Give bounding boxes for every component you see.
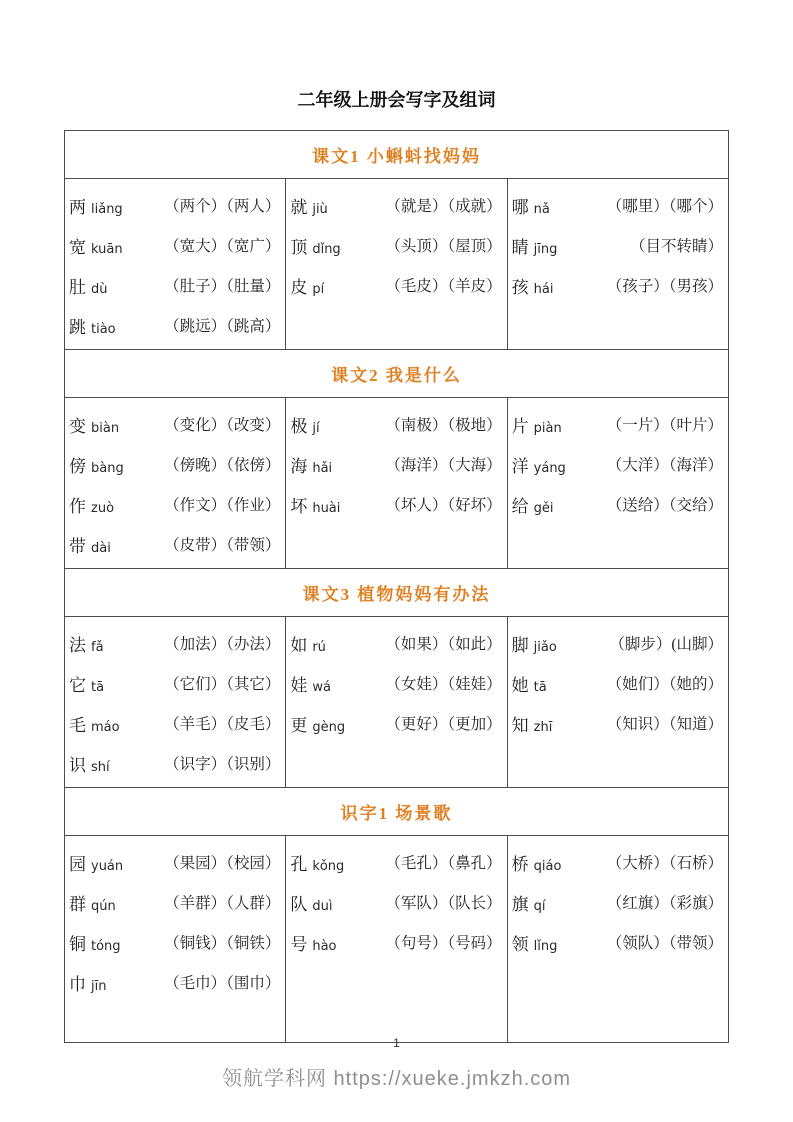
word-entry — [512, 663, 723, 703]
character: 海 — [290, 456, 308, 476]
char-pinyin — [69, 631, 104, 656]
character: 法 — [69, 635, 86, 655]
words: （大桥）（石桥） — [606, 855, 723, 872]
character: 跳 — [69, 317, 86, 337]
words: （跳远）（跳高） — [164, 318, 281, 335]
word-entry — [69, 842, 280, 882]
words: （女娃）（娃娃） — [385, 676, 502, 693]
char-pinyin — [512, 273, 554, 298]
char-pinyin — [69, 532, 111, 557]
char-pinyin — [69, 970, 106, 995]
character: 它 — [69, 675, 86, 695]
word-entry — [512, 185, 723, 225]
character: 傍 — [69, 456, 86, 476]
section-header: 课文2 我是什么 — [65, 350, 729, 398]
words: （羊群）（人群） — [164, 895, 281, 912]
section-column — [286, 398, 507, 569]
char-pinyin — [512, 631, 557, 656]
character: 顶 — [290, 237, 308, 257]
words: （傍晚）（依傍） — [164, 457, 281, 474]
char-pinyin — [69, 751, 110, 776]
pinyin: pí — [312, 281, 325, 297]
section-column — [286, 617, 507, 788]
word-entry — [290, 922, 501, 962]
words: （送给）（交给） — [606, 497, 723, 514]
pinyin: lǐng — [533, 938, 558, 954]
section-column — [507, 617, 728, 788]
words: （宽大）（宽广） — [164, 238, 281, 255]
words: （识字）（识别） — [164, 756, 281, 773]
word-entry — [512, 882, 723, 922]
character: 孩 — [511, 277, 529, 297]
character: 作 — [69, 496, 86, 516]
pinyin: zhī — [533, 719, 553, 735]
character: 给 — [511, 496, 529, 516]
word-table — [64, 130, 729, 1043]
words: （它们）（其它） — [164, 676, 281, 693]
pinyin: tóng — [91, 938, 121, 954]
pinyin: gèng — [312, 719, 346, 735]
char-pinyin — [512, 930, 558, 955]
words: （羊毛）（皮毛） — [164, 716, 281, 733]
words: （毛皮）（羊皮） — [385, 278, 502, 295]
pinyin: huài — [312, 500, 341, 516]
character: 识 — [69, 755, 86, 775]
words: （哪里）（哪个） — [606, 198, 723, 215]
words: （南极）（极地） — [385, 417, 502, 434]
words: （果园）（校园） — [164, 855, 281, 872]
words: （大洋）（海洋） — [606, 457, 723, 474]
pinyin: duì — [312, 898, 333, 914]
char-pinyin — [69, 711, 120, 736]
words: （一片）（叶片） — [606, 417, 723, 434]
character: 如 — [290, 635, 308, 655]
word-entry — [512, 444, 723, 484]
pinyin: zuò — [91, 500, 115, 516]
character: 号 — [290, 934, 308, 954]
character: 队 — [290, 894, 308, 914]
character: 铜 — [69, 934, 86, 954]
char-pinyin — [69, 233, 123, 258]
word-entry — [290, 882, 501, 922]
pinyin: dǐng — [312, 241, 341, 257]
char-pinyin — [69, 313, 116, 338]
word-entry — [290, 663, 501, 703]
character: 睛 — [511, 237, 529, 257]
char-pinyin — [290, 850, 344, 875]
pinyin: qún — [91, 898, 116, 914]
word-entry — [69, 663, 280, 703]
word-entry — [290, 842, 501, 882]
word-entry — [69, 922, 280, 962]
pinyin: dù — [91, 281, 108, 297]
character: 两 — [69, 197, 86, 217]
character: 知 — [511, 715, 529, 735]
character: 巾 — [69, 974, 86, 994]
word-entry — [69, 305, 280, 345]
word-entry — [69, 882, 280, 922]
word-entry — [512, 922, 723, 962]
char-pinyin — [290, 492, 340, 517]
char-pinyin — [512, 193, 550, 218]
section-header: 课文1 小蝌蚪找妈妈 — [65, 131, 729, 179]
word-entry — [512, 703, 723, 743]
word-entry — [290, 484, 501, 524]
char-pinyin — [69, 850, 123, 875]
char-pinyin — [69, 890, 116, 915]
character: 群 — [69, 894, 86, 914]
word-entry — [290, 623, 501, 663]
pinyin: nǎ — [533, 201, 550, 217]
pinyin: bàng — [91, 460, 124, 476]
pinyin: piàn — [533, 420, 562, 436]
word-entry — [69, 962, 280, 1002]
words: （军队）（队长） — [385, 895, 502, 912]
pinyin: dài — [91, 540, 111, 556]
pinyin: jí — [312, 420, 320, 436]
words: （作文）（作业） — [164, 497, 281, 514]
page-number: 1 — [393, 1036, 400, 1050]
pinyin: tā — [91, 679, 105, 695]
character: 毛 — [69, 715, 86, 735]
words: （两个）（两人） — [164, 198, 281, 215]
character: 宽 — [69, 237, 86, 257]
character: 洋 — [511, 456, 529, 476]
section-column — [286, 179, 507, 350]
char-pinyin — [69, 452, 124, 477]
word-entry — [69, 404, 280, 444]
character: 坏 — [290, 496, 308, 516]
words: （如果）（如此） — [385, 636, 502, 653]
pinyin: fǎ — [91, 639, 104, 655]
word-table-body — [65, 131, 729, 1043]
character: 皮 — [290, 277, 308, 297]
char-pinyin — [512, 452, 566, 477]
pinyin: liǎng — [91, 201, 123, 217]
word-entry — [290, 404, 501, 444]
character: 哪 — [511, 197, 529, 217]
char-pinyin — [69, 492, 114, 517]
char-pinyin — [290, 233, 340, 258]
words: （就是）（成就） — [385, 198, 502, 215]
pinyin: kuān — [91, 241, 123, 257]
character: 娃 — [290, 675, 308, 695]
word-entry — [290, 265, 501, 305]
words: （变化）（改变） — [164, 417, 281, 434]
char-pinyin — [69, 671, 104, 696]
page-title: 二年级上册会写字及组词 — [297, 90, 496, 110]
pinyin: tā — [533, 679, 547, 695]
word-entry — [69, 444, 280, 484]
pinyin: jīn — [91, 978, 107, 994]
character: 脚 — [511, 635, 529, 655]
section-column — [286, 836, 507, 1043]
character: 领 — [511, 934, 529, 954]
char-pinyin — [69, 273, 108, 298]
pinyin: kǒng — [312, 858, 345, 874]
char-pinyin — [290, 890, 332, 915]
char-pinyin — [290, 631, 326, 656]
section-header: 课文3 植物妈妈有办法 — [65, 569, 729, 617]
section-column — [65, 617, 286, 788]
word-entry — [69, 524, 280, 564]
words: （她们）（她的） — [606, 676, 723, 693]
character: 变 — [69, 416, 86, 436]
word-entry — [290, 444, 501, 484]
char-pinyin — [290, 930, 336, 955]
word-entry — [512, 623, 723, 663]
char-pinyin — [290, 412, 319, 437]
word-entry — [290, 225, 501, 265]
pinyin: máo — [91, 719, 120, 735]
character: 孔 — [290, 854, 308, 874]
section-column — [65, 398, 286, 569]
pinyin: qiáo — [533, 858, 562, 874]
pinyin: biàn — [91, 420, 120, 436]
word-entry — [512, 225, 723, 265]
words: （肚子）（肚量） — [164, 278, 281, 295]
character: 肚 — [69, 277, 86, 297]
character: 就 — [290, 197, 308, 217]
pinyin: jiù — [312, 201, 328, 217]
words: （领队）（带领） — [606, 935, 723, 952]
words: （皮带）（带领） — [164, 537, 281, 554]
pinyin: hǎi — [312, 460, 333, 476]
char-pinyin — [290, 452, 332, 477]
char-pinyin — [290, 273, 324, 298]
pinyin: yáng — [533, 460, 566, 476]
words: （孩子）（男孩） — [606, 278, 723, 295]
words: （更好）（更加） — [385, 716, 502, 733]
char-pinyin — [512, 890, 546, 915]
word-entry — [69, 623, 280, 663]
char-pinyin — [512, 492, 554, 517]
pinyin: tiào — [91, 321, 116, 337]
word-entry — [69, 743, 280, 783]
char-pinyin — [69, 193, 123, 218]
words: （铜钱）（铜铁） — [164, 935, 281, 952]
char-pinyin — [512, 850, 562, 875]
words: （加法）（办法） — [164, 636, 281, 653]
char-pinyin — [512, 412, 562, 437]
char-pinyin — [512, 671, 547, 696]
words: （目不转睛） — [629, 238, 723, 255]
section-column — [65, 836, 286, 1043]
word-entry — [69, 703, 280, 743]
section-header: 识字1 场景歌 — [65, 788, 729, 836]
words: （红旗）（彩旗） — [606, 895, 723, 912]
word-entry — [512, 265, 723, 305]
char-pinyin — [512, 711, 553, 736]
words: （毛孔）（鼻孔） — [385, 855, 502, 872]
words: （句号）（号码） — [385, 935, 502, 952]
section-column — [65, 179, 286, 350]
character: 桥 — [511, 854, 529, 874]
char-pinyin — [290, 671, 331, 696]
footer-watermark: 领航学科网 https://xueke.jmkzh.com — [221, 1068, 572, 1090]
pinyin: yuán — [91, 858, 124, 874]
word-entry — [512, 842, 723, 882]
word-entry — [290, 703, 501, 743]
char-pinyin — [69, 412, 119, 437]
section-column — [507, 179, 728, 350]
character: 极 — [290, 416, 308, 436]
char-pinyin — [512, 233, 558, 258]
pinyin: wá — [312, 679, 331, 695]
pinyin: jiǎo — [533, 639, 557, 655]
pinyin: gěi — [533, 500, 554, 516]
character: 更 — [290, 715, 308, 735]
word-entry — [69, 265, 280, 305]
char-pinyin — [69, 930, 121, 955]
pinyin: jīng — [533, 241, 558, 257]
words: （脚步）(山脚） — [609, 636, 723, 653]
section-column — [507, 836, 728, 1043]
word-entry — [512, 484, 723, 524]
pinyin: qí — [533, 898, 546, 914]
character: 旗 — [511, 894, 529, 914]
words: （毛巾）（围巾） — [164, 975, 281, 992]
pinyin: hào — [312, 938, 337, 954]
char-pinyin — [290, 711, 345, 736]
word-entry — [290, 185, 501, 225]
character: 带 — [69, 536, 86, 556]
character: 片 — [511, 416, 529, 436]
section-column — [507, 398, 728, 569]
character: 她 — [511, 675, 529, 695]
pinyin: rú — [312, 639, 326, 655]
word-entry — [69, 484, 280, 524]
word-entry — [512, 404, 723, 444]
word-entry — [69, 225, 280, 265]
pinyin: shí — [91, 759, 110, 775]
words: （海洋）（大海） — [385, 457, 502, 474]
words: （坏人）（好坏） — [385, 497, 502, 514]
char-pinyin — [290, 193, 327, 218]
word-entry — [69, 185, 280, 225]
pinyin: hái — [533, 281, 554, 297]
words: （头顶）（屋顶） — [385, 238, 502, 255]
words: （知识）（知道） — [606, 716, 723, 733]
character: 园 — [69, 854, 86, 874]
